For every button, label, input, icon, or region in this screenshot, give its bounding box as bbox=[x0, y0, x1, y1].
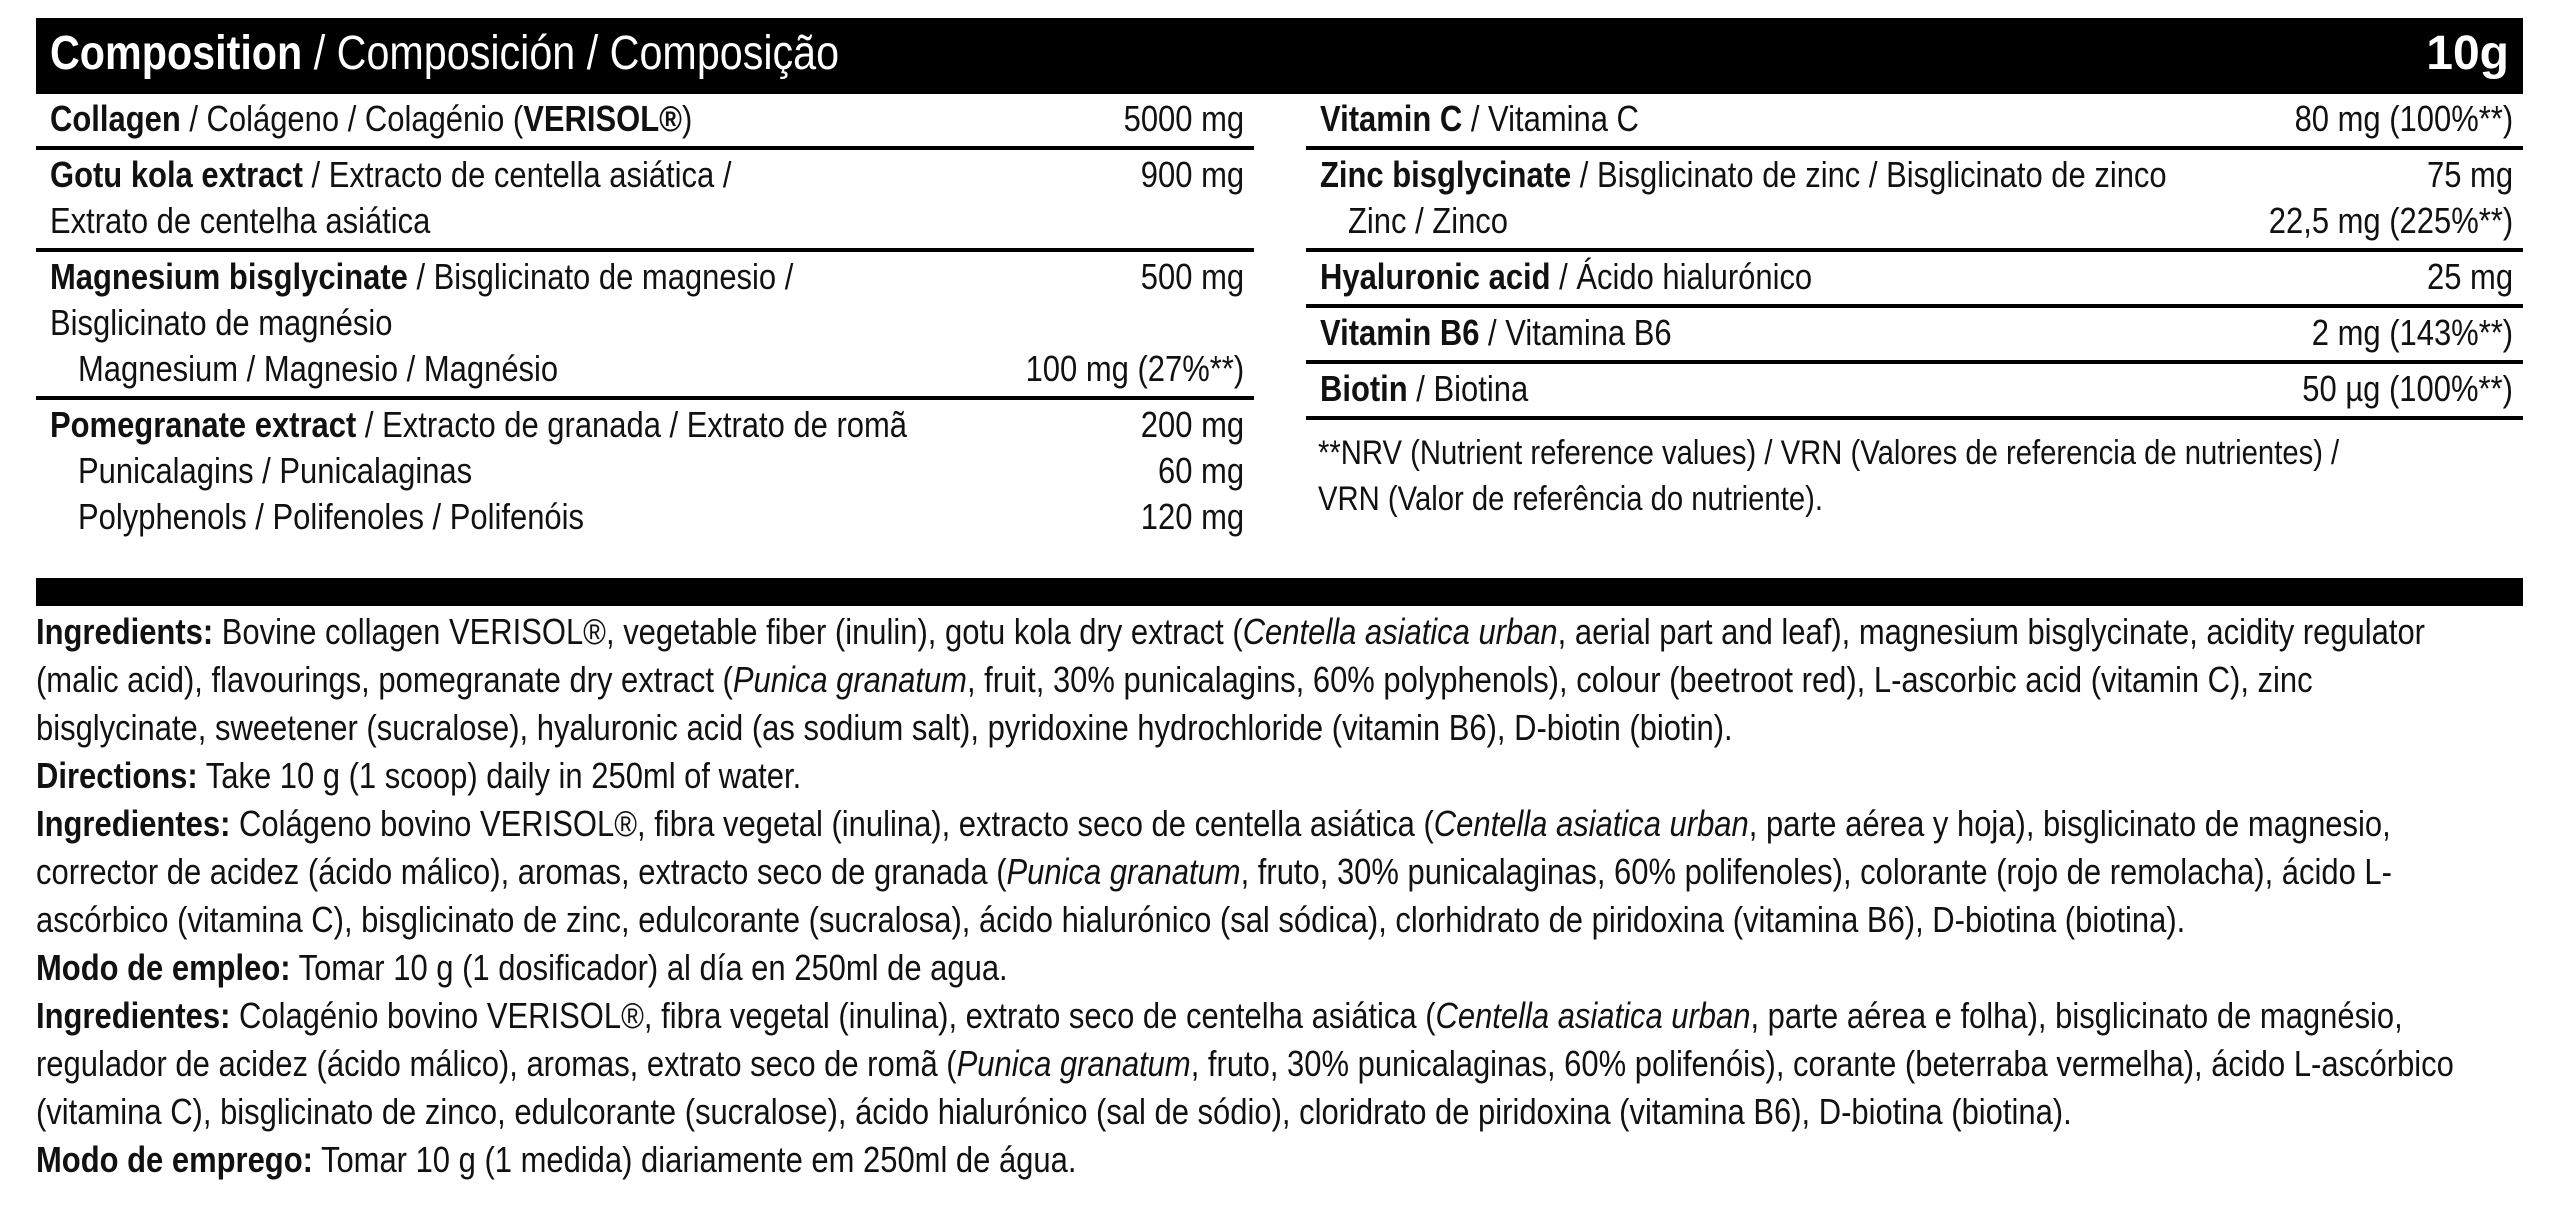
nutrient-row bbox=[36, 150, 1254, 252]
nutrient-line bbox=[36, 96, 1254, 142]
nutrient-amount: 900 mg bbox=[1140, 154, 1244, 195]
nutrient-line bbox=[1306, 366, 2523, 412]
nutrient-name bbox=[1348, 198, 1508, 244]
nutrient-amount: 50 µg (100%**) bbox=[2302, 368, 2513, 409]
nutrient-line bbox=[36, 494, 1254, 540]
nutrient-name-text: Punicalagins / Punicalaginas bbox=[78, 450, 473, 491]
paragraph-label: Ingredientes: bbox=[36, 995, 231, 1036]
paragraph-text: Colágeno bovino VERISOL®, fibra vegetal (inulina), extracto seco de centella asiática ( bbox=[230, 803, 1434, 844]
composition-right-column bbox=[1306, 94, 2523, 522]
nutrient-line bbox=[1306, 310, 2523, 356]
nutrient-name bbox=[1320, 254, 1812, 300]
nutrient-name-bold: Pomegranate extract bbox=[50, 404, 357, 445]
nutrient-line bbox=[36, 198, 1254, 244]
paragraph-text: , fruto, 30% punicalaginas, 60% polifenóis), corante (beterraba vermelha), ácido L-ascórbico (vitamina C), bisglicinato de zinco, edulcorante (sucralose), ácido hialurónico (sal de sódio), cloridrato de piridoxina (vitamina B6), D-biotina (biotina). bbox=[36, 1043, 2454, 1132]
nutrient-name bbox=[50, 152, 731, 198]
nutrient-amount: 80 mg (100%**) bbox=[2294, 98, 2513, 139]
paragraph-text: Tomar 10 g (1 medida) diariamente em 250ml de água. bbox=[312, 1139, 1077, 1180]
nutrient-name bbox=[1320, 310, 1672, 356]
paragraph-label: Ingredients: bbox=[36, 611, 214, 652]
nutrient-row bbox=[1306, 94, 2523, 150]
paragraph-text: Bovine collagen VERISOL®, vegetable fiber (inulin), gotu kola dry extract ( bbox=[213, 611, 1243, 652]
nutrient-amount: 5000 mg bbox=[1123, 98, 1244, 139]
nutrient-name-bold: Magnesium bisglycinate bbox=[50, 256, 408, 297]
nutrient-name-bold: Hyaluronic acid bbox=[1320, 256, 1551, 297]
species-name: Centella asiatica urban bbox=[1435, 995, 1751, 1036]
ingredients-paragraph bbox=[36, 992, 2478, 1136]
nutrient-name bbox=[1320, 366, 1528, 412]
nutrient-name-bold: Gotu kola extract bbox=[50, 154, 303, 195]
section-divider-bar bbox=[36, 578, 2523, 606]
paragraph-label: Modo de empleo: bbox=[36, 947, 291, 988]
nutrient-name-text: / Ácido hialurónico bbox=[1550, 256, 1813, 297]
paragraph-text: , parte aérea y hoja), bisglicinato de magnesio, corrector de acidez (ácido málico), aromas, extracto seco de granada ( bbox=[36, 803, 2391, 892]
nutrient-name bbox=[50, 198, 430, 244]
header-title-rest: / Composición / Composição bbox=[302, 27, 840, 80]
nutrient-line bbox=[36, 152, 1254, 198]
nutrient-name-text: Polyphenols / Polifenoles / Polifenóis bbox=[78, 496, 584, 537]
nutrient-name bbox=[50, 254, 793, 300]
nutrient-name bbox=[1320, 96, 1639, 142]
paragraph-text: , fruit, 30% punicalagins, 60% polyphenols), colour (beetroot red), L-ascorbic acid (vitamin C), zinc bisglycinate, sweetener (sucralose), hyaluronic acid (as sodium salt), pyridoxine hydrochloride (vitamin B6), D-biotin (biotin). bbox=[36, 659, 2313, 748]
nutrient-amount: 22,5 mg (225%**) bbox=[2268, 200, 2513, 241]
paragraph-text: Take 10 g (1 scoop) daily in 250ml of water. bbox=[197, 755, 802, 796]
species-name: Punica granatum bbox=[956, 1043, 1191, 1084]
nutrient-amount: 200 mg bbox=[1140, 404, 1244, 445]
nutrient-line bbox=[36, 254, 1254, 300]
nutrient-name bbox=[50, 402, 907, 448]
column-gap bbox=[1254, 94, 1260, 578]
nutrient-name bbox=[78, 448, 472, 494]
nutrient-line bbox=[1306, 254, 2523, 300]
header-title-bold: Composition bbox=[50, 27, 303, 80]
paragraph-label: Ingredientes: bbox=[36, 803, 231, 844]
nrv-footnote bbox=[1306, 420, 2353, 522]
nutrient-row bbox=[1306, 150, 2523, 252]
nutrient-name bbox=[78, 346, 558, 392]
ingredients-paragraph bbox=[36, 944, 2478, 992]
paragraph-label: Modo de emprego: bbox=[36, 1139, 313, 1180]
nutrient-name-bold: Vitamin C bbox=[1320, 98, 1463, 139]
nutrient-amount: 75 mg bbox=[2426, 154, 2513, 195]
nutrient-row bbox=[36, 94, 1254, 150]
nutrient-name-bold: Vitamin B6 bbox=[1320, 312, 1480, 353]
nutrient-row bbox=[1306, 308, 2523, 364]
species-name: Centella asiatica urban bbox=[1242, 611, 1558, 652]
nutrient-name bbox=[1320, 152, 2167, 198]
species-name: Punica granatum bbox=[1006, 851, 1241, 892]
nutrient-line bbox=[1306, 152, 2523, 198]
ingredients-paragraph bbox=[36, 752, 2478, 800]
nutrient-name-text: Extrato de centelha asiática bbox=[50, 200, 431, 241]
nutrient-name-text: / Vitamina B6 bbox=[1479, 312, 1672, 353]
nutrient-line bbox=[36, 448, 1254, 494]
nutrient-name bbox=[50, 96, 692, 142]
composition-left-column bbox=[36, 94, 1254, 544]
nutrient-name-bold: VERISOL® bbox=[523, 98, 682, 139]
ingredients-paragraph bbox=[36, 800, 2478, 944]
nrv-footnote-line: VRN (Valor de referência do nutriente). bbox=[1318, 480, 1823, 518]
nutrient-amount: 25 mg bbox=[2426, 256, 2513, 297]
nutrient-name-text: / Biotina bbox=[1407, 368, 1529, 409]
nutrient-name-bold: Zinc bisglycinate bbox=[1320, 154, 1572, 195]
nutrient-row bbox=[36, 252, 1254, 400]
nutrient-row bbox=[36, 400, 1254, 544]
nutrient-line bbox=[1306, 96, 2523, 142]
nutrient-name-text: Zinc / Zinco bbox=[1348, 200, 1509, 241]
nutrient-amount: 100 mg (27%**) bbox=[1025, 348, 1244, 389]
nutrient-name-text: / Vitamina C bbox=[1462, 98, 1639, 139]
nutrient-row bbox=[1306, 252, 2523, 308]
nutrient-name-text: / Bisglicinato de zinc / Bisglicinato de zinco bbox=[1571, 154, 2167, 195]
nutrient-line bbox=[36, 300, 1254, 346]
nutrient-line bbox=[1306, 198, 2523, 244]
nutrient-name-bold: Biotin bbox=[1320, 368, 1408, 409]
nutrient-row bbox=[1306, 364, 2523, 420]
nutrient-line bbox=[36, 346, 1254, 392]
ingredients-section bbox=[36, 608, 2478, 1184]
nutrient-amount: 500 mg bbox=[1140, 256, 1244, 297]
nutrient-name-text: Magnesium / Magnesio / Magnésio bbox=[78, 348, 559, 389]
composition-header bbox=[36, 18, 2523, 94]
serving-amount: 10g bbox=[2426, 27, 2509, 80]
paragraph-text: Colagénio bovino VERISOL®, fibra vegetal (inulina), extrato seco de centelha asiática ( bbox=[230, 995, 1436, 1036]
nutrient-name-text: / Bisglicinato de magnesio / bbox=[407, 256, 794, 297]
ingredients-paragraph bbox=[36, 1136, 2478, 1184]
paragraph-text: , fruto, 30% punicalaginas, 60% polifenoles), colorante (rojo de remolacha), ácido L-ascórbico (vitamina C), bisglicinato de zinc, edulcorante (sucralosa), ácido hialurónico (sal sódica), clorhidrato de piridoxina (vitamina B6), D-biotina (biotina). bbox=[36, 851, 2392, 940]
nutrient-name-text: / Colágeno / Colagénio ( bbox=[180, 98, 524, 139]
nutrient-line bbox=[36, 402, 1254, 448]
nutrient-amount: 120 mg bbox=[1140, 496, 1244, 537]
species-name: Punica granatum bbox=[732, 659, 967, 700]
nutrient-name-text: Bisglicinato de magnésio bbox=[50, 302, 393, 343]
header-title bbox=[50, 26, 839, 81]
nutrient-name bbox=[78, 494, 584, 540]
nrv-footnote-line: **NRV (Nutrient reference values) / VRN (Valores de referencia de nutrientes) / bbox=[1318, 434, 2340, 472]
paragraph-text: , aerial part and leaf), magnesium bisglycinate, acidity regulator (malic acid), flavourings, pomegranate dry extract ( bbox=[36, 611, 2425, 700]
nutrient-name-bold: Collagen bbox=[50, 98, 181, 139]
paragraph-text: , parte aérea e folha), bisglicinato de magnésio, regulador de acidez (ácido málico), aromas, extrato seco de romã ( bbox=[36, 995, 2403, 1084]
nutrient-name-text: ) bbox=[681, 98, 693, 139]
paragraph-label: Directions: bbox=[36, 755, 198, 796]
nutrient-name-text: / Extracto de granada / Extrato de romã bbox=[356, 404, 907, 445]
nutrient-name-text: / Extracto de centella asiática / bbox=[302, 154, 732, 195]
ingredients-paragraph bbox=[36, 608, 2478, 752]
nutrient-amount: 2 mg (143%**) bbox=[2311, 312, 2513, 353]
nutrient-amount: 60 mg bbox=[1157, 450, 1244, 491]
species-name: Centella asiatica urban bbox=[1433, 803, 1749, 844]
nutrient-name bbox=[50, 300, 392, 346]
paragraph-text: Tomar 10 g (1 dosificador) al día en 250ml de agua. bbox=[290, 947, 1008, 988]
